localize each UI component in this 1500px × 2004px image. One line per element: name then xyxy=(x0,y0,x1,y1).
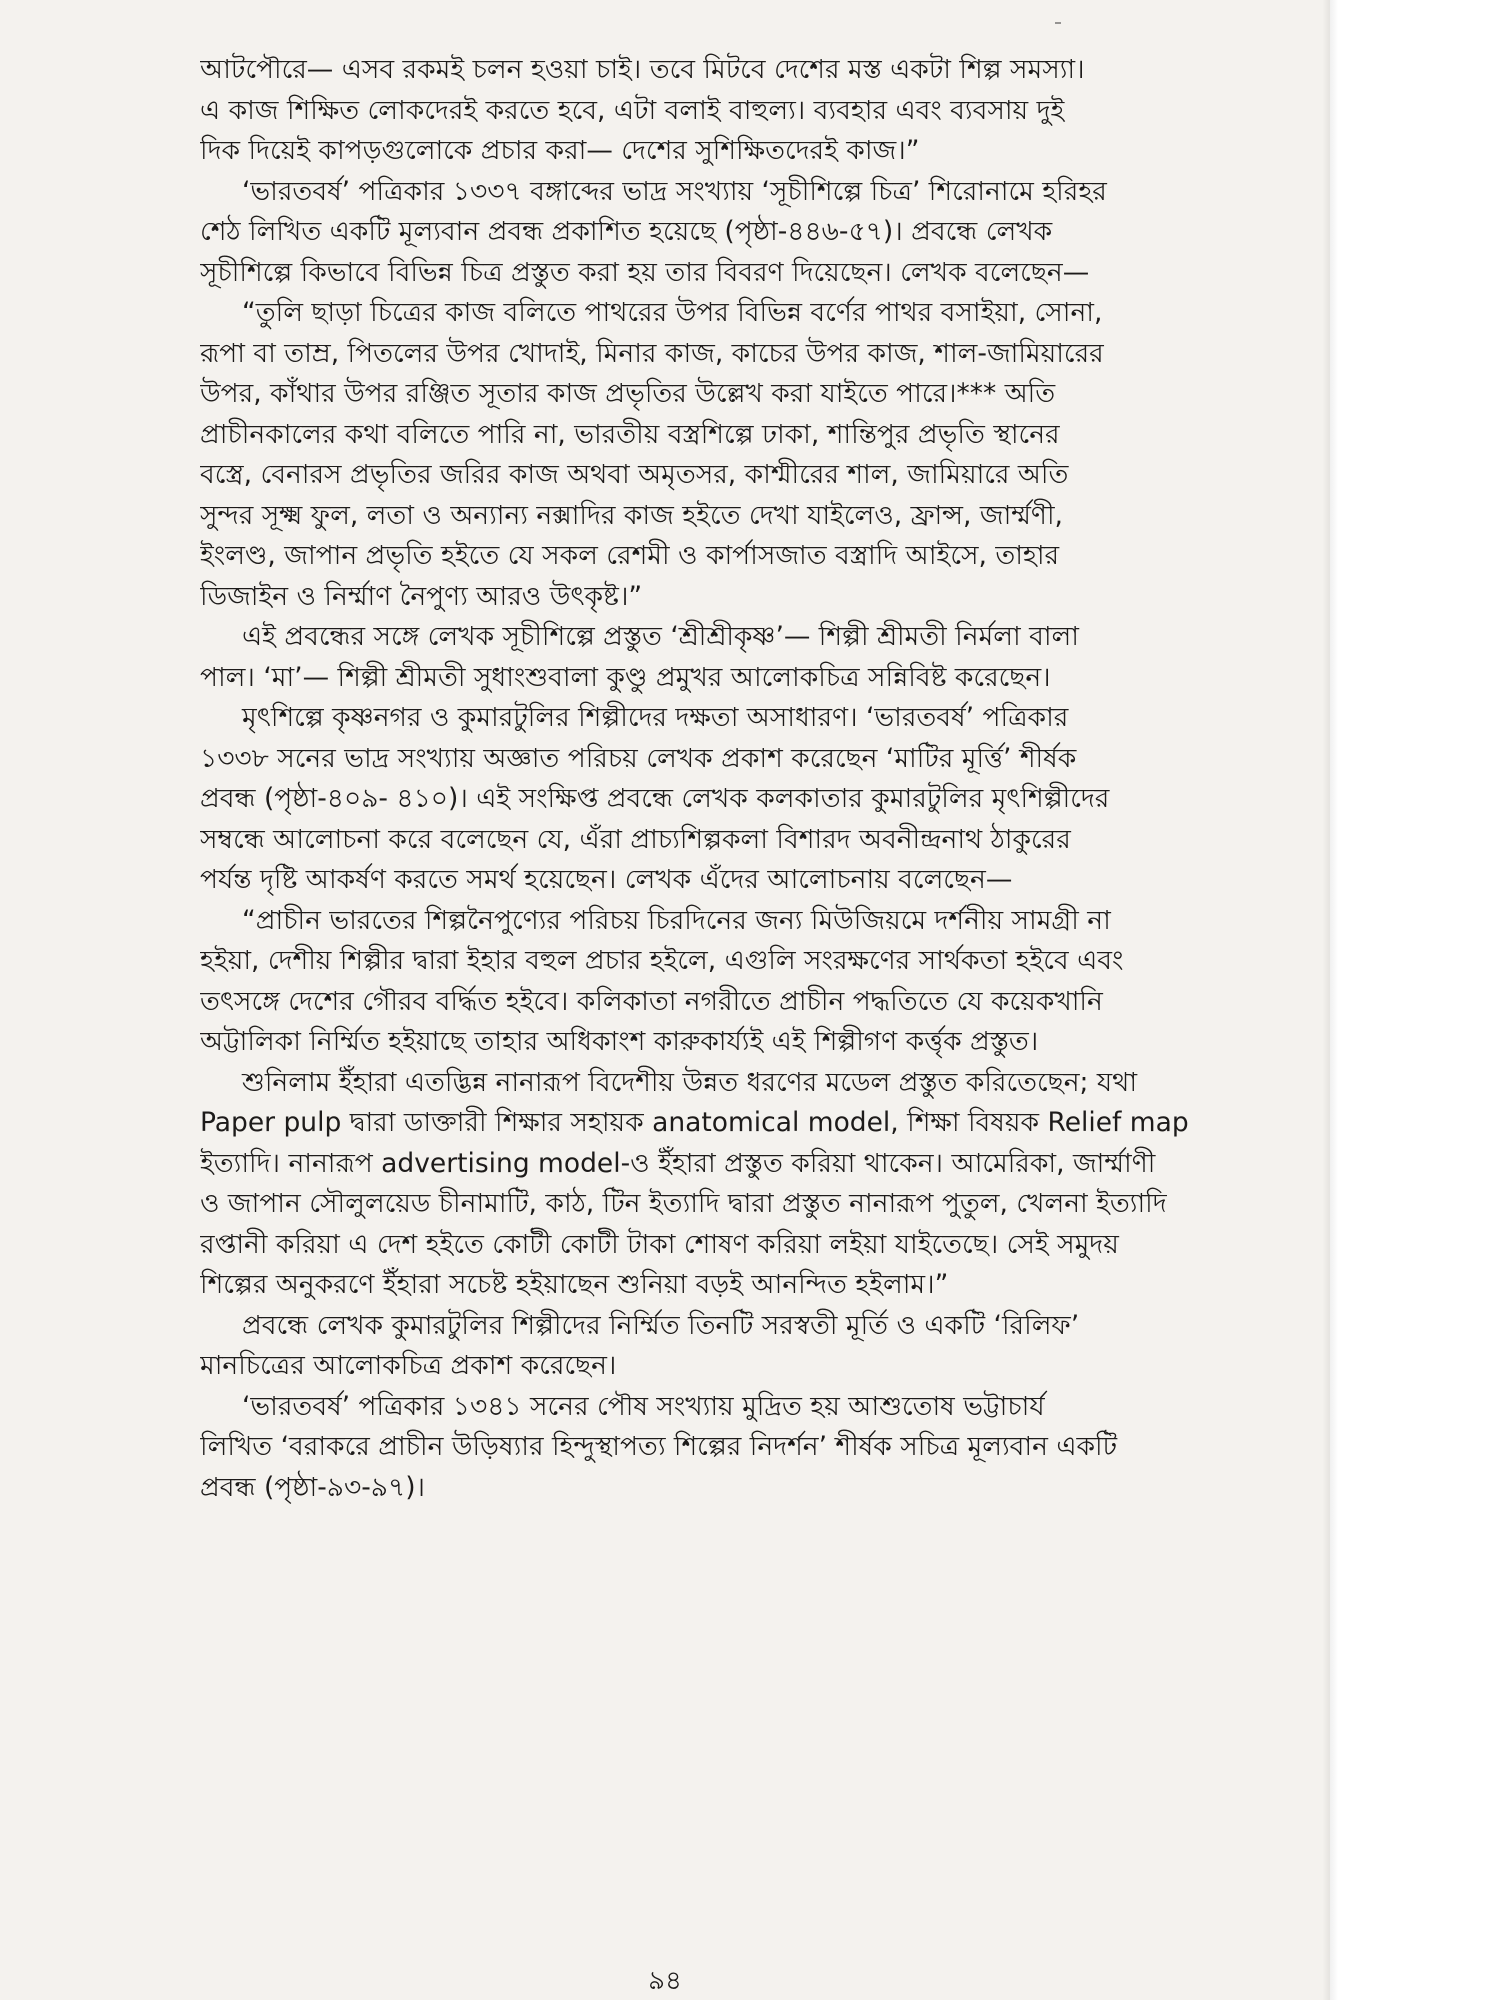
text-line: প্রবন্ধ (পৃষ্ঠা-৪০৯- ৪১০)। এই সংক্ষিপ্ত প্রবন্ধে লেখক কলকাতার কুমারটুলির মৃৎশিল্পীদের xyxy=(200,783,1110,814)
text-line: প্রবন্ধ (পৃষ্ঠা-৯৩-৯৭)। xyxy=(200,1471,426,1503)
page-body-text xyxy=(200,50,1320,1508)
text-line: মৃৎশিল্পে কৃষ্ণনগর ও কুমারটুলির শিল্পীদের দক্ষতা অসাধারণ। ‘ভারতবর্ষ’ পত্রিকার xyxy=(242,702,1069,733)
text-line: তৎসঙ্গে দেশের গৌরব বর্দ্ধিত হইবে। কলিকাতা নগরীতে প্রাচীন পদ্ধতিতে যে কয়েকখানি xyxy=(200,985,1103,1017)
text-line: প্রবন্ধে লেখক কুমারটুলির শিল্পীদের নির্ম্মিত তিনটি সরস্বতী মূর্তি ও একটি ‘রিলিফ’ xyxy=(242,1309,1080,1341)
text-line: রপ্তানী করিয়া এ দেশ হইতে কোটী কোটী টাকা শোষণ করিয়া লইয়া যাইতেছে। সেই সমুদয় xyxy=(200,1228,1119,1260)
page-edge-shadow xyxy=(1322,0,1338,2000)
text-line: লিখিত ‘বরাকরে প্রাচীন উড়িষ্যার হিন্দুস্থাপত্য শিল্পের নিদর্শন’ শীর্ষক সচিত্র মূল্যবান একটি xyxy=(200,1431,1118,1462)
text-line: ইংলণ্ড, জাপান প্রভৃতি হইতে যে সকল রেশমী ও কার্পাসজাত বস্ত্রাদি আইসে, তাহার xyxy=(200,540,1060,571)
text-line: হইয়া, দেশীয় শিল্পীর দ্বারা ইহার বহুল প্রচার হইলে, এগুলি সংরক্ষণের সার্থকতা হইবে এবং xyxy=(200,945,1124,976)
text-line: শুনিলাম ইঁহারা এতদ্ভিন্ন নানারূপ বিদেশীয় উন্নত ধরণের মডেল প্রস্তুত করিতেছেন; যথা xyxy=(242,1066,1138,1098)
text-line: উপর, কাঁথার উপর রঞ্জিত সূতার কাজ প্রভৃতির উল্লেখ করা যাইতে পারে।*** অতি xyxy=(200,378,1056,409)
text-line: শেঠ লিখিত একটি মূল্যবান প্রবন্ধ প্রকাশিত হয়েছে (পৃষ্ঠা-৪৪৬-৫৭)। প্রবন্ধে লেখক xyxy=(200,216,1053,247)
text-line: রূপা বা তাম্র, পিতলের উপর খোদাই, মিনার কাজ, কাচের উপর কাজ, শাল-জামিয়ারের xyxy=(200,337,1104,369)
text-line: বস্ত্রে, বেনারস প্রভৃতির জরির কাজ অথবা অমৃতসর, কাশ্মীরের শাল, জামিয়ারে অতি xyxy=(200,459,1069,490)
text-line: শিল্পের অনুকরণে ইঁহারা সচেষ্ট হইয়াছেন শুনিয়া বড়ই আনন্দিত হইলাম।” xyxy=(200,1269,949,1300)
text-line: দিক দিয়েই কাপড়গুলোকে প্রচার করা— দেশের সুশিক্ষিতদেরই কাজ।” xyxy=(200,135,920,166)
text-line: এ কাজ শিক্ষিত লোকদেরই করতে হবে, এটা বলাই বাহুল্য। ব্যবহার এবং ব্যবসায় দুই xyxy=(200,94,1065,126)
text-line: “তুলি ছাড়া চিত্রের কাজ বলিতে পাথরের উপর বিভিন্ন বর্ণের পাথর বসাইয়া, সোনা, xyxy=(242,297,1103,328)
page-number: ৯৪ xyxy=(648,1966,682,1996)
text-line: সূচীশিল্পে কিভাবে বিভিন্ন চিত্র প্রস্তুত করা হয় তার বিবরণ দিয়েছেন। লেখক বলেছেন— xyxy=(200,256,1090,288)
text-line: “প্রাচীন ভারতের শিল্পনৈপুণ্যের পরিচয় চিরদিনের জন্য মিউজিয়মে দর্শনীয় সামগ্রী না xyxy=(242,904,1111,936)
text-line: ও জাপান সৌলুলয়েড চীনামাটি, কাঠ, টিন ইত্যাদি দ্বারা প্রস্তুত নানারূপ পুতুল, খেলনা ইত্যাদি xyxy=(200,1188,1167,1219)
text-line: আটপৌরে— এসব রকমই চলন হওয়া চাই। তবে মিটবে দেশের মস্ত একটা শিল্প সমস্যা। xyxy=(200,54,1085,85)
text-line: ‘ভারতবর্ষ’ পত্রিকার ১৩৩৭ বঙ্গাব্দের ভাদ্র সংখ্যায় ‘সূচীশিল্পে চিত্র’ শিরোনামে হরিহর xyxy=(242,175,1107,207)
text-line: ইত্যাদি। নানারূপ advertising model-ও ইঁহারা প্রস্তুত করিয়া থাকেন। আমেরিকা, জার্ম্মাণী xyxy=(200,1147,1156,1179)
text-line: সুন্দর সূক্ষ্ম ফুল, লতা ও অন্যান্য নক্সাদির কাজ হইতে দেখা যাইলেও, ফ্রান্স, জার্ম্মণী, xyxy=(200,499,1063,531)
text-line: সম্বন্ধে আলোচনা করে বলেছেন যে, এঁরা প্রাচ্যশিল্পকলা বিশারদ অবনীন্দ্রনাথ ঠাকুরের xyxy=(200,823,1071,855)
text-line: ১৩৩৮ সনের ভাদ্র সংখ্যায় অজ্ঞাত পরিচয় লেখক প্রকাশ করেছেন ‘মাটির মূর্ত্তি’ শীর্ষক xyxy=(200,742,1077,774)
text-line: ‘ভারতবর্ষ’ পত্রিকার ১৩৪১ সনের পৌষ সংখ্যায় মুদ্রিত হয় আশুতোষ ভট্টাচার্য xyxy=(242,1390,1045,1422)
text-line: পাল। ‘মা’— শিল্পী শ্রীমতী সুধাংশুবালা কুণ্ডু প্রমুখর আলোকচিত্র সন্নিবিষ্ট করেছেন। xyxy=(200,661,1051,693)
text-line: পর্যন্ত দৃষ্টি আকর্ষণ করতে সমর্থ হয়েছেন। লেখক এঁদের আলোচনায় বলেছেন— xyxy=(200,864,1013,895)
text-line: অট্টালিকা নির্ম্মিত হইয়াছে তাহার অধিকাংশ কারুকার্য্যই এই শিল্পীগণ কর্ত্তৃক প্রস্তুত। xyxy=(200,1026,1039,1057)
text-line: প্রাচীনকালের কথা বলিতে পারি না, ভারতীয় বস্ত্রশিল্পে ঢাকা, শান্তিপুর প্রভৃতি স্থানের xyxy=(200,418,1060,450)
print-speck xyxy=(1055,22,1061,24)
text-line: এই প্রবন্ধের সঙ্গে লেখক সূচীশিল্পে প্রস্তুত ‘শ্রীশ্রীকৃষ্ণ’— শিল্পী শ্রীমতী নির্মলা বালা xyxy=(242,621,1079,652)
text-line: মানচিত্রের আলোকচিত্র প্রকাশ করেছেন। xyxy=(200,1350,617,1381)
text-line: ডিজাইন ও নির্ম্মাণ নৈপুণ্য আরও উৎকৃষ্ট।” xyxy=(200,580,643,612)
text-line: Paper pulp দ্বারা ডাক্তারী শিক্ষার সহায়ক anatomical model, শিক্ষা বিষয়ক Relief map xyxy=(200,1107,1189,1138)
